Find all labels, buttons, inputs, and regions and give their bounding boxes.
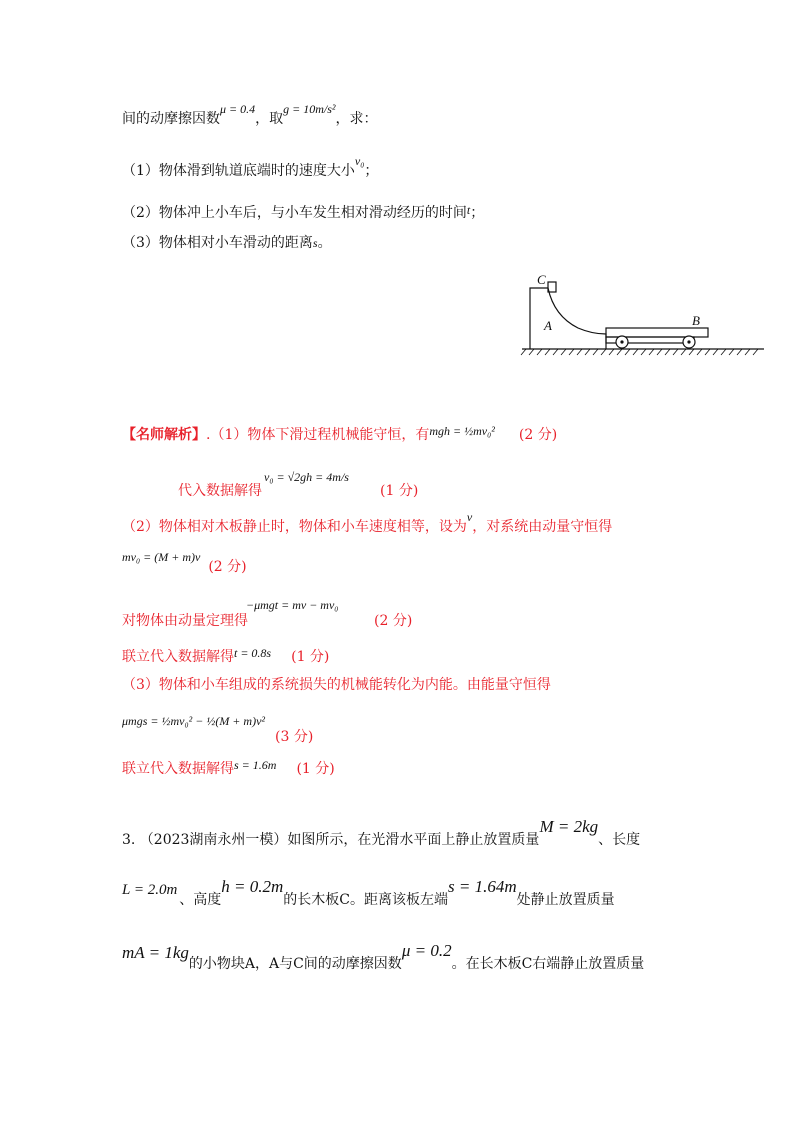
question-3-text: （3）物体相对小车滑动的距离 (122, 235, 313, 251)
problem3-line3-formula-2: μ = 0.2 (401, 941, 452, 960)
solution-p3-text2: ，对系统由动量守恒得 (472, 519, 613, 535)
solution-line-3 (122, 510, 613, 536)
question-2 (122, 204, 484, 222)
solution-p4-formula: mv₀ = (M + m)v (122, 550, 201, 564)
solution-p5-text: 对物体由动量定理得 (122, 613, 248, 629)
solution-line-7 (122, 676, 551, 694)
solution-p2-score: (1 分) (380, 483, 419, 499)
problem3-line1-end: 、长度 (598, 832, 641, 848)
question-2-end: ； (470, 205, 485, 221)
solution-p6-text: 联立代入数据解得 (122, 649, 234, 665)
question-1-var: v₀ (354, 154, 365, 168)
object-c (548, 282, 556, 292)
g-formula: g = 10m/s² (283, 102, 336, 116)
question-3-var: s (312, 236, 318, 250)
question-1 (122, 154, 379, 180)
problem3-line2-formula-2: h = 0.2m (221, 877, 284, 896)
curved-track-block (530, 288, 606, 349)
problem3-line2-text-1: 、高度 (179, 892, 222, 908)
solution-p1-text: .（1）物体下滑过程机械能守恒，有 (206, 427, 430, 443)
solution-p8-formula: μmgs = ½mv₀² − ½(M + m)v² (122, 714, 265, 728)
problem3-line-2 (122, 877, 615, 909)
intro-text-c: ，求： (335, 111, 378, 127)
solution-p9-text: 联立代入数据解得 (122, 761, 234, 777)
solution-p3-text: （2）物体相对木板静止时，物体和小车速度相等，设为 (122, 519, 467, 535)
question-1-text: （1）物体滑到轨道底端时的速度大小 (122, 163, 355, 179)
solution-p1-score: (2 分) (518, 427, 558, 443)
solution-p9-formula: s = 1.6m (234, 758, 277, 772)
problem3-line-1 (122, 817, 641, 849)
question-1-end: ； (364, 163, 379, 179)
solution-p8-score: (3 分) (275, 729, 314, 745)
question-2-var: t (466, 203, 471, 217)
solution-p2-text: 代入数据解得 (178, 483, 262, 499)
solution-header: 【名师解析】 (122, 427, 206, 443)
label-b: B (692, 313, 700, 328)
problem3-line2-formula-3: s = 1.64m (448, 877, 517, 896)
question-2-text: （2）物体冲上小车后，与小车发生相对滑动经历的时间 (122, 205, 467, 221)
problem3-line-3 (122, 941, 645, 973)
solution-line-6 (122, 648, 329, 666)
solution-line-2 (178, 482, 418, 500)
solution-p6-formula: t = 0.8s (234, 646, 272, 660)
solution-p7-text: （3）物体和小车组成的系统损失的机械能转化为内能。由能量守恒得 (122, 677, 551, 693)
question-3-end: 。 (317, 235, 332, 251)
problem3-line2-text-2: 的长木板C。距离该板左端 (283, 892, 448, 908)
solution-line-4 (122, 548, 247, 575)
problem3-line1-formula: M = 2kg (539, 817, 599, 836)
problem3-line2-text-3: 处静止放置质量 (516, 892, 615, 908)
question-3 (122, 234, 332, 252)
problem3-line3-text-2: 。在长木板C右端静止放置质量 (451, 956, 645, 972)
solution-line-9 (122, 760, 335, 778)
solution-p5-score: (2 分) (374, 613, 413, 629)
label-a: A (544, 318, 552, 333)
solution-p5-formula: −μmgt = mv − mv₀ (246, 598, 339, 612)
mu-formula: μ = 0.4 (220, 102, 256, 116)
solution-p9-score: (1 分) (296, 761, 335, 777)
solution-p2-formula: v₀ = √2gh = 4m/s (264, 470, 349, 484)
intro-text-b: ，取 (255, 111, 284, 127)
intro-line (122, 102, 378, 128)
solution-p3-var: v (466, 510, 473, 524)
ground-hatching (521, 349, 758, 355)
problem3-line3-text-1: 的小物块A，A与C间的动摩擦因数 (188, 956, 402, 972)
label-c: C (537, 272, 546, 287)
problem3-line2-formula-1: L = 2.0m (122, 882, 178, 898)
solution-p1-formula: mgh = ½mv₀² (429, 424, 495, 438)
solution-p4-score: (2 分) (208, 559, 247, 575)
intro-text-a: 间的动摩擦因数 (122, 111, 220, 127)
solution-p6-score: (1 分) (291, 649, 330, 665)
problem3-line3-formula-1: mA = 1kg (122, 943, 189, 962)
solution-line-8 (122, 712, 314, 745)
problem3-line1-text: 3. （2023湖南永州一模）如图所示，在光滑水平面上静止放置质量 (122, 832, 540, 848)
solution-line-1 (122, 426, 557, 444)
track-cart-figure (518, 268, 768, 356)
solution-line-5 (122, 612, 412, 630)
